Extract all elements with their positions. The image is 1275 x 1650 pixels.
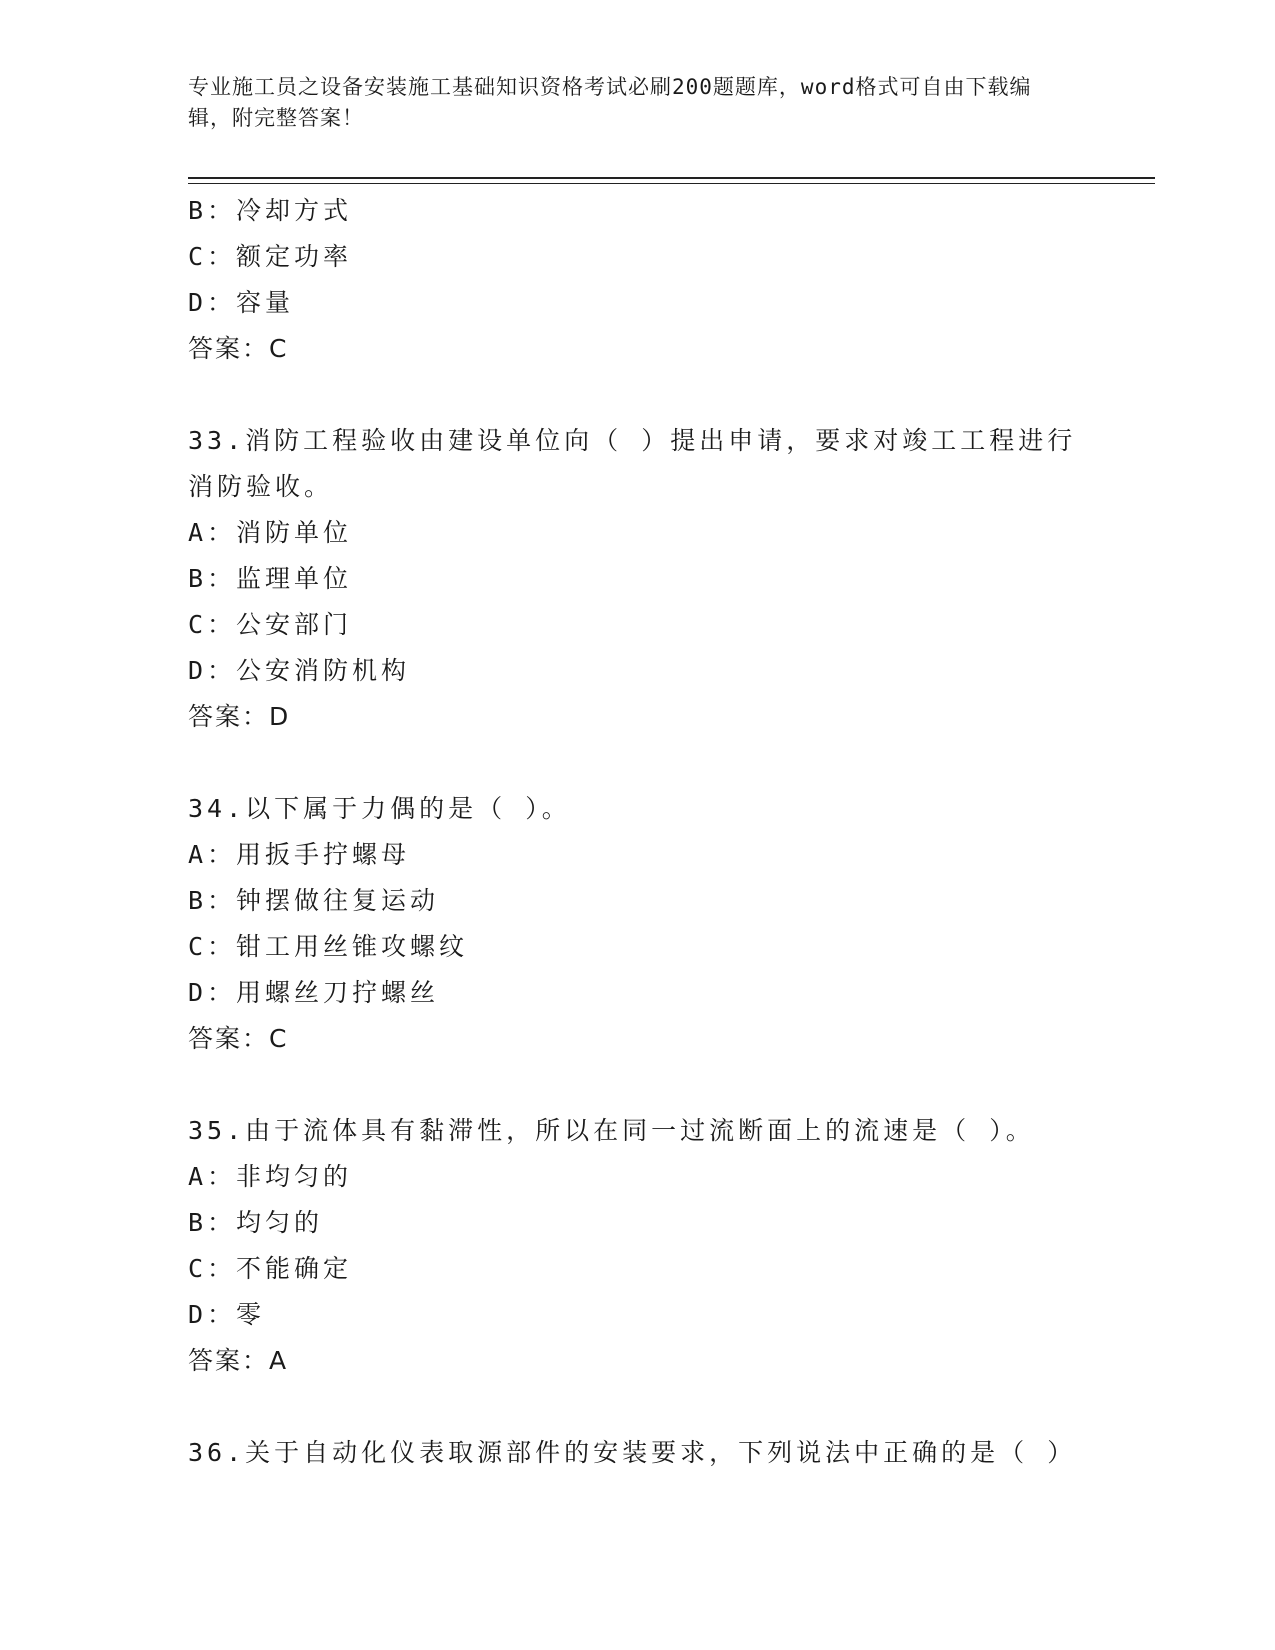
header-title: 专业施工员之设备安装施工基础知识资格考试必刷200题题库，word格式可自由下载编辑，附完整答案！: [188, 75, 1032, 130]
option-b: B：钟摆做往复运动: [188, 886, 440, 915]
option-d: D：零: [188, 1300, 266, 1329]
question-partial: [188, 188, 1088, 372]
question-text-cont: 消防验收。: [188, 472, 334, 501]
document-header: [188, 72, 1068, 134]
question-33: [188, 418, 1088, 740]
answer: 答案：A: [188, 1346, 289, 1375]
option-b: B：均匀的: [188, 1208, 324, 1237]
question-text: 35.由于流体具有黏滞性，所以在同一过流断面上的流速是（ ）。: [188, 1116, 1035, 1145]
question-35: [188, 1108, 1088, 1384]
answer: 答案：C: [188, 1024, 289, 1053]
option-b: B：监理单位: [188, 564, 353, 593]
option-d: D：容量: [188, 288, 295, 317]
question-34: [188, 786, 1088, 1062]
option-c: C：额定功率: [188, 242, 353, 271]
option-d: D：用螺丝刀拧螺丝: [188, 978, 440, 1007]
option-b: B：冷却方式: [188, 196, 353, 225]
question-text: 34.以下属于力偶的是（ ）。: [188, 794, 571, 823]
option-d: D：公安消防机构: [188, 656, 411, 685]
option-a: A：非均匀的: [188, 1162, 353, 1191]
answer: 答案：C: [188, 334, 289, 363]
option-a: A：用扳手拧螺母: [188, 840, 411, 869]
question-list: [188, 188, 1088, 1476]
option-c: C：不能确定: [188, 1254, 353, 1283]
question-text: 36.关于自动化仪表取源部件的安装要求，下列说法中正确的是（ ）: [188, 1438, 1077, 1467]
header-rule-thin: [188, 183, 1155, 184]
option-c: C：钳工用丝锥攻螺纹: [188, 932, 469, 961]
option-a: A：消防单位: [188, 518, 353, 547]
header-rule-thick: [188, 177, 1155, 179]
option-c: C：公安部门: [188, 610, 353, 639]
question-text: 33.消防工程验收由建设单位向（ ）提出申请，要求对竣工工程进行: [188, 426, 1077, 455]
answer: 答案：D: [188, 702, 291, 731]
question-36: [188, 1430, 1088, 1476]
